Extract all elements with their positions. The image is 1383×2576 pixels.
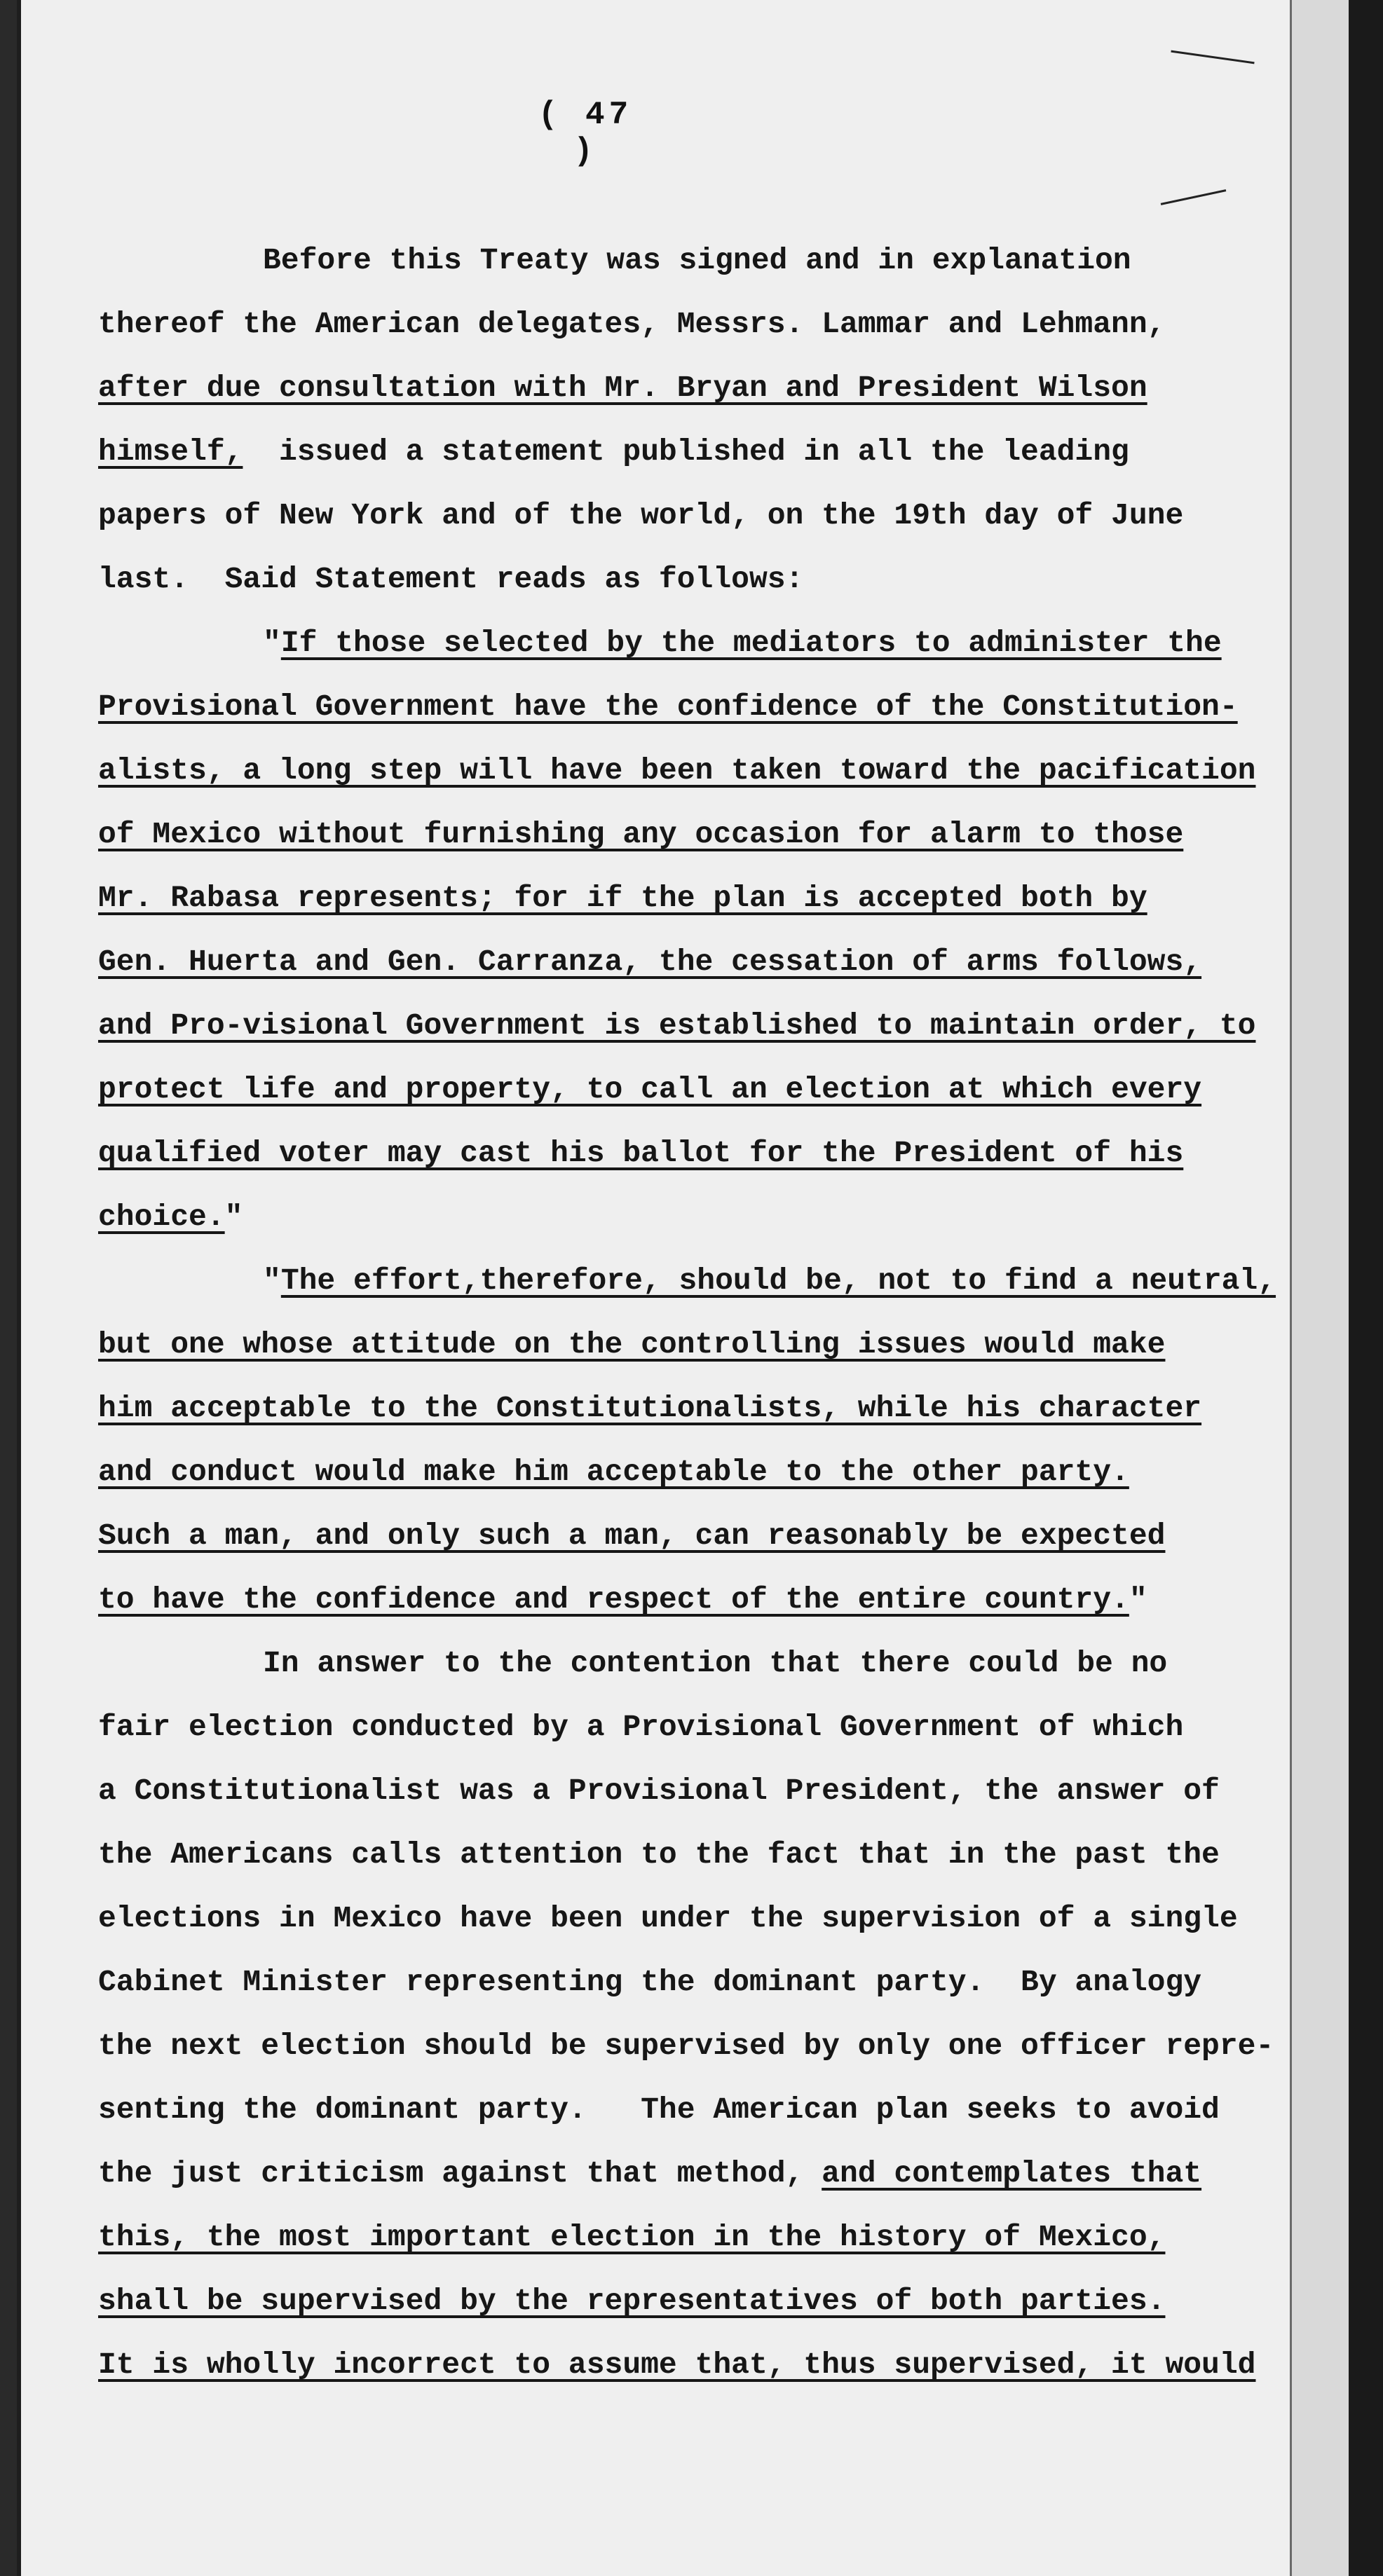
text-line [21,2142,1290,2205]
text-line [21,1504,1290,1568]
underlined-text: If those selected by the mediators to administer the [280,626,1222,660]
text-line [21,739,1290,802]
text-line [21,1823,1290,1886]
text-segment: the just criticism against that method, [98,2156,822,2191]
text-segment: " [1129,1582,1147,1617]
underlined-text: It is wholly incorrect to assume that, thus supervised, it would [98,2348,1256,2382]
text-segment: " [263,1263,281,1298]
text-segment: " [224,1200,243,1234]
text-line [21,228,1290,292]
text-segment: senting the dominant party. The American plan seeks to avoid [98,2092,1220,2127]
text-line [21,994,1290,1057]
underlined-text: and contemplates that [822,2156,1202,2191]
text-line [21,292,1290,356]
text-line [21,866,1290,930]
text-line [21,930,1290,994]
underlined-text: but one whose attitude on the controlling issues would make [98,1327,1166,1362]
text-segment: elections in Mexico have been under the supervision of a single [98,1901,1238,1936]
text-segment: " [263,626,281,660]
underlined-text: him acceptable to the Constitutionalists, while his character [98,1391,1202,1425]
text-line [21,1057,1290,1121]
text-line [21,1249,1290,1313]
text-line [21,1185,1290,1249]
text-line [21,547,1290,611]
underlined-text: qualified voter may cast his ballot for the President of his [98,1136,1184,1170]
underlined-text: this, the most important election in the history of Mexico, [98,2220,1166,2254]
text-line [21,1631,1290,1695]
text-line [21,1886,1290,1950]
text-segment: the next election should be supervised by only one officer repre- [98,2029,1274,2063]
underlined-text: shall be supervised by the representatives of both parties. [98,2284,1166,2318]
underlined-text: choice. [98,1200,225,1234]
text-line [21,675,1290,739]
underlined-text: of Mexico without furnishing any occasion for alarm to those [98,817,1184,851]
text-line [21,1440,1290,1504]
scan-background [1349,0,1383,2576]
text-line [21,1568,1290,1631]
underlined-text: to have the confidence and respect of the entire country. [98,1582,1129,1617]
text-segment: last. Said Statement reads as follows: [98,562,804,596]
text-line [21,1313,1290,1376]
margin-pencil-mark [1171,50,1254,64]
underlined-text: Provisional Government have the confidence of the Constitution- [98,690,1238,724]
underlined-text: Mr. Rabasa represents; for if the plan is accepted both by [98,881,1147,915]
text-line [21,2269,1290,2333]
text-line [21,2078,1290,2142]
text-line [21,1950,1290,2014]
text-line [21,420,1290,484]
underlined-text: and Pro-visional Government is established to maintain order, to [98,1008,1256,1043]
page-number: ( 47 ) [538,97,633,170]
typed-body-text [21,228,1290,2397]
underlined-text: after due consultation with Mr. Bryan and President Wilson [98,371,1147,405]
text-line [21,2333,1290,2397]
text-segment: thereof the American delegates, Messrs. Lammar and Lehmann, [98,307,1166,341]
document-page [17,0,1353,2576]
underlined-text: Such a man, and only such a man, can reasonably be expected [98,1519,1166,1553]
text-line [21,1695,1290,1759]
underlined-text: protect life and property, to call an election at which every [98,1072,1202,1107]
text-segment: issued a statement published in all the leading [243,434,1129,469]
text-line [21,2014,1290,2078]
text-segment: the Americans calls attention to the fact that in the past the [98,1837,1220,1872]
underlined-text: and conduct would make him acceptable to the other party. [98,1455,1129,1489]
text-segment: Cabinet Minister representing the dominant party. By analogy [98,1965,1202,1999]
text-line [21,611,1290,675]
text-line [21,802,1290,866]
underlined-text: himself, [98,434,243,469]
text-segment: In answer to the contention that there could be no [263,1646,1168,1680]
text-segment: a Constitutionalist was a Provisional President, the answer of [98,1774,1220,1808]
margin-pencil-mark [1161,189,1227,205]
underlined-text: The effort,therefore, should be, not to find a neutral, [280,1263,1276,1298]
text-line [21,1376,1290,1440]
text-line [21,484,1290,547]
text-line [21,1121,1290,1185]
text-line [21,1759,1290,1823]
text-segment: papers of New York and of the world, on the 19th day of June [98,498,1184,533]
text-segment: fair election conducted by a Provisional Government of which [98,1710,1184,1744]
underlined-text: alists, a long step will have been taken toward the pacification [98,753,1256,788]
underlined-text: Gen. Huerta and Gen. Carranza, the cessation of arms follows, [98,945,1202,979]
text-line [21,2205,1290,2269]
text-line [21,356,1290,420]
text-segment: Before this Treaty was signed and in explanation [263,243,1131,278]
